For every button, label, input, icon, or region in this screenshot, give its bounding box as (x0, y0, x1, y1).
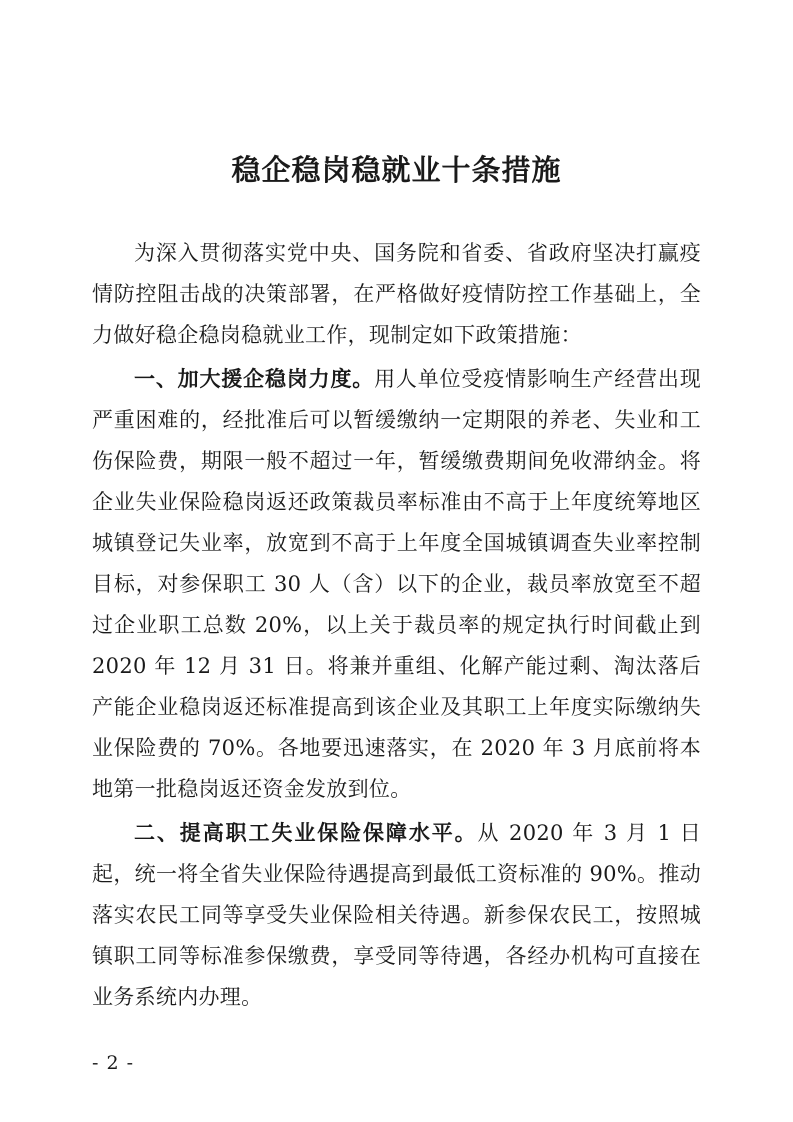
paragraph-text: 用人单位受疫情影响生产经营出现严重困难的，经批准后可以暂缓缴纳一定期限的养老、失业和工伤保险费，期限一般不超过一年，暂缓缴费期间免收滞纳金。将企业失业保险稳岗返还政策裁员率标准由不高于上年度统筹地区城镇登记失业率，放宽到不高于上年度全国城镇调查失业率控制目标，对参保职工 30 人（含）以下的企业，裁员率放宽至不超过企业职工总数 20%，以上关于裁员率的规定执行时间截止到 2020 年 12 月 31 日。将兼并重组、化解产能过剩、淘汰落后产能企业稳岗返还标准提高到该企业及其职工上年度实际缴纳失业保险费的 70%。各地要迅速落实，在 2020 年 3 月底前将本地第一批稳岗返还资金发放到位。 (92, 366, 701, 801)
paragraph-measure-2 (92, 812, 701, 1018)
page-number: - 2 - (92, 1052, 135, 1074)
paragraph-lead: 二、提高职工失业保险保障水平。 (134, 819, 478, 845)
paragraph-text: 从 2020 年 3 月 1 日起，统一将全省失业保险待遇提高到最低工资标准的 90%。推动落实农民工同等享受失业保险相关待遇。新参保农民工，按照城镇职工同等标准参保缴费，享受同等待遇，各经办机构可直接在业务系统内办理。 (92, 820, 701, 1009)
document-body (92, 233, 701, 1018)
paragraph-lead: 一、加大援企稳岗力度。 (134, 365, 375, 391)
page-title: 稳企稳岗稳就业十条措施 (231, 153, 562, 187)
paragraph-preamble (92, 233, 701, 356)
paragraph-text: 为深入贯彻落实党中央、国务院和省委、省政府坚决打赢疫情防控阻击战的决策部署，在严格做好疫情防控工作基础上，全力做好稳企稳岗稳就业工作，现制定如下政策措施： (92, 240, 701, 347)
paragraph-measure-1 (92, 358, 701, 810)
